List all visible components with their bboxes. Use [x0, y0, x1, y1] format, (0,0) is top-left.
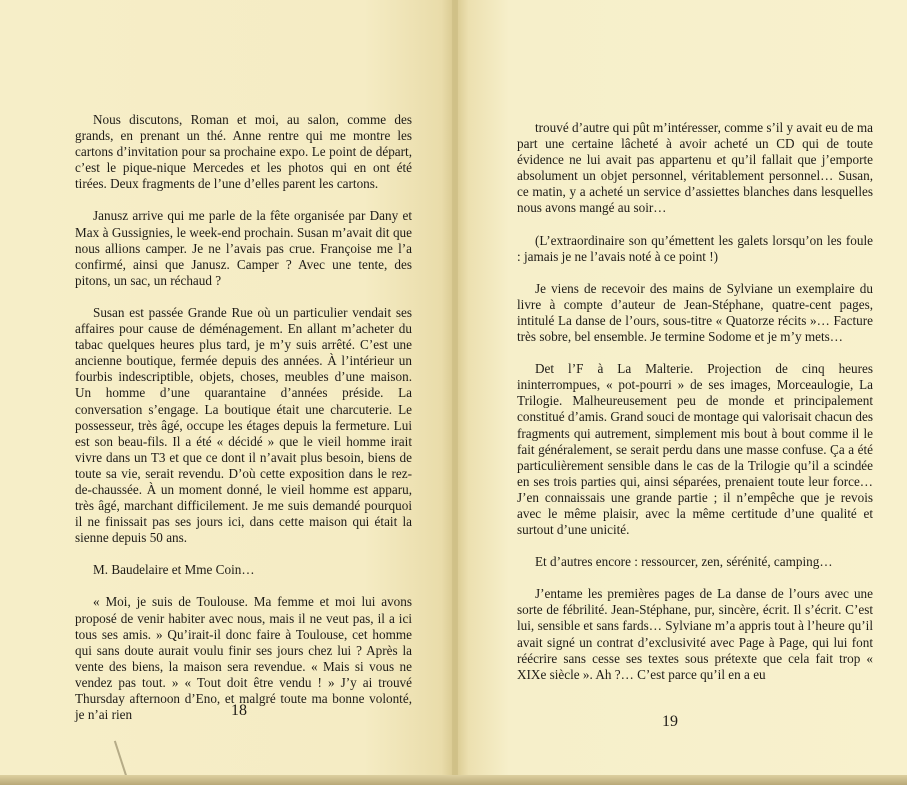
book-gutter: [452, 0, 458, 785]
page-bottom-edge: [0, 775, 907, 785]
right-page-text: [517, 120, 873, 683]
paragraph: Det l’F à La Malterie. Projection de cinq heures ininterrompues, « pot-pourri » de ses images, Morceaulogie, La Trilogie. Malheureusement peu de monde et principalement constitué d’amis. Grand souci de montage qui valorisait chacun des fragments qui autrement, simplement mis bout à bout comme il le fait généralement, se serait perdu dans une masse confuse. Ça a été particulièrement sensible dans le cas de la Trilogie qu’il a scindée en ses trois parties qui, ainsi séparées, prenaient toute leur force… J’en connaissais une grande partie ; il n’empêche que je revois avec le même plaisir, avec la même certitude d’une qualité et surtout d’une unicité.: [517, 361, 873, 538]
page-number: 19: [662, 713, 678, 730]
paragraph: Susan est passée Grande Rue où un particulier vendait ses affaires pour cause de déménagement. En allant m’acheter du tabac quelques heures plus tard, je m’y suis arrêté. C’est une ancienne boutique, fermée depuis des années. À l’intérieur un fourbis indescriptible, objets, choses, meubles d’une maison. Un homme d’une quarantaine d’années préside. La conversation s’engage. La boutique était une charcuterie. Le possesseur, très âgé, occupe les étages depuis la fermeture. Lui est son beau-fils. Il a été « décidé » que le vieil homme irait vivre dans un T3 et que ce dont il n’avait plus besoin, biens de toute sa vie, serait revendu. D’où cette exposition dans le rez-de-chaussée. À un moment donné, le vieil homme est apparu, très âgé, marchant difficilement. Je me suis demandé pourquoi il ne finissait pas ses jours ici, dans cette maison qui était la sienne depuis 50 ans.: [75, 304, 412, 546]
paper-crease: [114, 741, 128, 780]
right-page: [455, 0, 907, 785]
paragraph: trouvé d’autre qui pût m’intéresser, comme s’il y avait eu de ma part une certaine lâcheté à avoir acheté un CD qui de toute évidence ne lui avait pas appartenu et qu’il fallait que j’emporte absolument un objet personnel, véritablement personnel… Susan, ce matin, y a acheté un service d’assiettes blanches dans lesquelles nous avons mangé au soir…: [517, 120, 873, 216]
paragraph: Et d’autres encore : ressourcer, zen, sérénité, camping…: [535, 554, 833, 570]
paragraph: Je viens de recevoir des mains de Sylviane un exemplaire du livre à compte d’auteur de Jean-Stéphane, quatre-cent pages, intitulé La danse de l’ours, sous-titre « Quatorze récits »… Facture très sobre, bel ensemble. Je termine Sodome et je m’y mets…: [517, 280, 873, 345]
paragraph: (L’extraordinaire son qu’émettent les galets lorsqu’on les foule : jamais je ne l’avais noté à ce point !): [517, 232, 873, 264]
paragraph: M. Baudelaire et Mme Coin…: [93, 562, 255, 578]
paragraph: Nous discutons, Roman et moi, au salon, comme des grands, en prenant un thé. Anne rentre qui me montre les cartons d’invitation pour sa prochaine expo. Le point de départ, c’est le pique-nique Mercedes et les photos qui en ont été tirées. Deux fragments de l’une d’elles parent les cartons.: [75, 112, 412, 192]
paragraph: « Moi, je suis de Toulouse. Ma femme et moi lui avons proposé de venir habiter avec nous, mais il ne veut pas, il a ici tous ses amis. » Qu’irait-il donc faire à Toulouse, cet homme qui sans doute aurait voulu finir ses jours chez lui ? Après la vente des biens, la maison sera revendue. « Mais si vous ne vendez pas tout. » « Tout doit être vendu ! » J’y ai trouvé Thursday afternoon d’Eno, et malgré toute ma bonne volonté, je n’ai rien: [75, 594, 412, 723]
paragraph: J’entame les premières pages de La danse de l’ours avec une sorte de fébrilité. Jean-Stéphane, pur, sincère, écrit. Il s’écrit. C’est lui, sensible et sans fards… Sylviane m’a appris tout à l’heure qu’il avait signé un contrat d’exclusivité avec Page à Page, qui lui font réécrire sans cesse ses textes sous prétexte que cela fait trop « XIXe siècle ». Ah ?… C’est parce qu’il en a eu: [517, 586, 873, 682]
left-page-text: [75, 112, 412, 723]
page-number: 18: [231, 702, 247, 719]
paragraph: Janusz arrive qui me parle de la fête organisée par Dany et Max à Gussignies, le week-end prochain. Susan m’avait dit que nous allions camper. Je ne l’avais pas crue. Françoise me l’a confirmé, ainsi que Janusz. Camper ? Avec une tente, des pitons, un sac, un réchaud ?: [75, 208, 412, 288]
